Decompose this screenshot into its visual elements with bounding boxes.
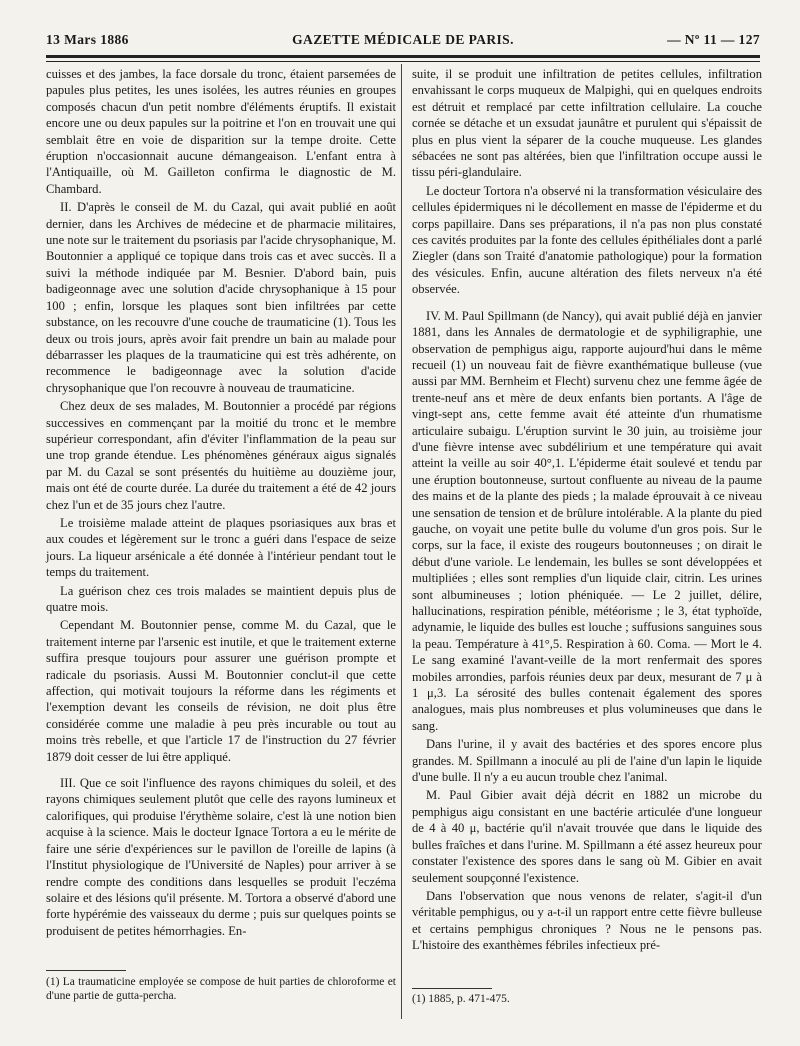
footnote-rule (412, 988, 492, 989)
journal-title: GAZETTE MÉDICALE DE PARIS. (292, 32, 514, 47)
paragraph: Dans l'urine, il y avait des bactéries et des spores encore plus grandes. M. Spillmann a inoculé au pli de l'aine d'un lapin le liquide d'une bulle. Il n'y a eu aucun trouble chez l'animal. (412, 737, 762, 785)
footnote-right: (1) 1885, p. 471-475. (412, 993, 510, 1005)
paragraph: III. Que ce soit l'influence des rayons chimiques du soleil, et des rayons chimiques seulement plutôt que celle des rayons lumineux et calorifiques, qui produise l'érythème solaire, c'est là une notion bien acquise à la science. Mais le docteur Ignace Tortora a eu le mérite de faire une série d'expériences sur le pavillon de l'oreille de lapins (à l'Institut physiologique de l'Université de Naples) pour arriver à se rendre compte des conditions dans lesquelles se produit l'eczéma solaire et des lésions qu'il présente. M. Tortora a observé d'abord une forte hypérémie des vaisseaux du derme ; puis sur quelques points se produisent de petites hémorrhagies. En- (46, 776, 396, 938)
right-column (412, 66, 762, 984)
paragraph: Le troisième malade atteint de plaques psoriasiques aux bras et aux coudes et légèrement sur le tronc a guéri dans l'espace de seize jours. La liqueur arsénicale a été donnée à l'intérieur pendant tout le temps du traitement. (46, 515, 396, 580)
issue-date: 13 Mars 1886 (46, 32, 129, 47)
paragraph: IV. M. Paul Spillmann (de Nancy), qui avait publié déjà en janvier 1881, dans les Annales de dermatologie et de syphiligraphie, une observation de pemphigus aigu, rapporte aujourd'hui dans le même recueil (1) un nouveau fait de fièvre exanthématique bulleuse (vue aussi par MM. Bernheim et Flecht) survenu chez une femme âgée de trente-neuf ans et mère de deux enfants bien portants. A l'âge de vingt-sept ans, cette femme avait été atteinte d'un rhumatisme articulaire subaigu. L'éruption survint le 30 juin, au troisième jour d'une fièvre intense avec subdélirium et une température qui avait atteint la veille au soir 40°,1. L'épiderme était soulevé et tendu par une éruption boutonneuse, surtout confluente au niveau de la paume des mains et de la plante des pieds ; la malade éprouvait à ce niveau une sensation de tension et de brûlure intolérable. A la plante du pied gauche, on voyait une petite bulle du volume d'un gros pois. Sur le corps, sur la face, il existe des rougeurs boutonneuses ; on dirait le début d'une variole. Le lendemain, les bulles se sont développées et multipliées ; elles sont remplies d'un liquide clair, citrin. Les urines sont albumineuses ; lotion phéniquée. — Le 2 juillet, délire, hallucinations, respiration pénible, météorisme ; le 3, état typhoïde, adynamie, le liquide des bulles est louche ; suffusions sanguines sous la peau. Température à 41°,5. Respiration à 60. Coma. — Mort le 4. Le sang examiné l'avant-veille de la mort renfermait des spores mobiles arrondies, parfois réunies deux par deux, mesurant de 7 μ à 1 μ,3. La sérosité des bulles contenait également des spores analogues, mais plus nombreuses et plus volumineuses que dans le sang. (412, 308, 762, 733)
column-divider (401, 64, 402, 1019)
paragraph: Le docteur Tortora n'a observé ni la transformation vésiculaire des cellules épidermiques ni le décollement en masse de l'épiderme et du corps papillaire. Dans ses préparations, il n'a pas non plus constaté ces cavités produites par la fonte des cellules épithéliales dont a parlé Ziegler (dans son Traité d'anatomie pathologique) pour la formation des vésicules. Enfin, aucune altération des filets nerveux n'a été observée. (412, 183, 762, 297)
paragraph: M. Paul Gibier avait déjà décrit en 1882 un microbe du pemphigus aigu consistant en une bactérie articulée d'une longueur de 4 à 40 μ, bactérie qu'il n'avait trouvée que dans le liquide des bulles fraîches et dans l'urine. M. Spillmann a été assez heureux pour constater l'existence des spores dans le sang où M. Gibier en avait seulement soupçonné l'existence. (412, 788, 762, 885)
header-rule-thick (46, 55, 760, 58)
paragraph: Chez deux de ses malades, M. Boutonnier a procédé par régions successives en commençant par la moitié du tronc et le membre supérieur correspondant, afin d'éviter l'inflammation de la peau sur une trop grande étendue. Les phénomènes généraux aigus signalés par M. du Cazal se sont présentés du huitième au douzième jour, mais ont été de courte durée. La durée du traitement a été de 42 jours chez l'un et de 35 jours chez l'autre. (46, 399, 396, 512)
paragraph: Dans l'observation que nous venons de relater, s'agit-il d'un véritable pemphigus, ou y a-t-il un rapport entre cette fièvre bulleuse et certains pemphigus chroniques ? Nous ne le pensons pas. L'histoire des exanthèmes fébriles infectieux pré- (412, 888, 762, 953)
header-rule-thin (46, 61, 760, 62)
paragraph: suite, il se produit une infiltration de petites cellules, infiltration envahissant le corps muqueux de Malpighi, qui en quelques endroits est détruit et remplacé par cette infiltration cellulaire. La couche cornée se détache et un exsudat jaunâtre et purulent qui s'épaissit de plus en plus vient la séparer de la couche muqueuse. Les glandes sébacées ne sont pas altérées, bien que l'infiltration occupe aussi le tissu péri-glandulaire. (412, 67, 762, 180)
paragraph: cuisses et des jambes, la face dorsale du tronc, étaient parsemées de papules plus petites, les unes isolées, les autres réunies en groupes composés chacun d'un petit nombre d'éléments éruptifs. Il existait encore une ou deux papules sur la poitrine et l'on en trouvait une qui semblait être en voie de disparition sur la tempe droite. Cette éruption n'occasionnait aucune démangeaison. L'enfant entra à l'Antiquaille, où M. Gailleton confirma le diagnostic de M. Chambard. (46, 67, 396, 196)
footnote-left: (1) La traumaticine employée se compose de huit parties de chloroforme et d'une partie de gutta-percha. (46, 976, 396, 1002)
paragraph: La guérison chez ces trois malades se maintient depuis plus de quatre mois. (46, 583, 396, 614)
paragraph: II. D'après le conseil de M. du Cazal, qui avait publié en août dernier, dans les Archives de médecine et de pharmacie militaires, une note sur le traitement du psoriasis par l'acide chrysophanique, M. Boutonnier a appliqué ce topique dans trois cas et avec succès. Il a suivi la méthode indiquée par M. Besnier. D'abord bain, puis badigeonnage avec une solution d'acide chrysophanique à 15 pour 100 ; enfin, lorsque les plaques sont bien infiltrées par cette substance, on les recouvre d'une couche de traumaticine (1). Tous les deux ou trois jours, après avoir fait prendre un bain au malade pour débarrasser les plaques de la traumaticine qui est très adhérente, on recommence le badigeonnage avec la solution d'acide chrysophanique que l'on recouvre à nouveau de traumaticine. (46, 200, 396, 395)
footnote-rule (46, 970, 126, 971)
issue-page-number: — Nº 11 — 127 (667, 32, 760, 47)
page-header (46, 32, 760, 54)
left-column (46, 66, 396, 964)
paragraph: Cependant M. Boutonnier pense, comme M. du Cazal, que le traitement interne par l'arsenic est inutile, et que le traitement externe suffira presque toujours pour assurer une guérison prompte et radicale du psoriasis. Aussi M. Boutonnier conclut-il que cette affection, qui motivait toujours la réforme dans les régiments et l'exemption devant les conseils de révision, ne doit plus être considérée comme une maladie à peu près incurable ou tout au moins très rebelle, et que l'article 17 de l'instruction du 27 février 1879 doit cesser de lui être appliqué. (46, 618, 396, 764)
